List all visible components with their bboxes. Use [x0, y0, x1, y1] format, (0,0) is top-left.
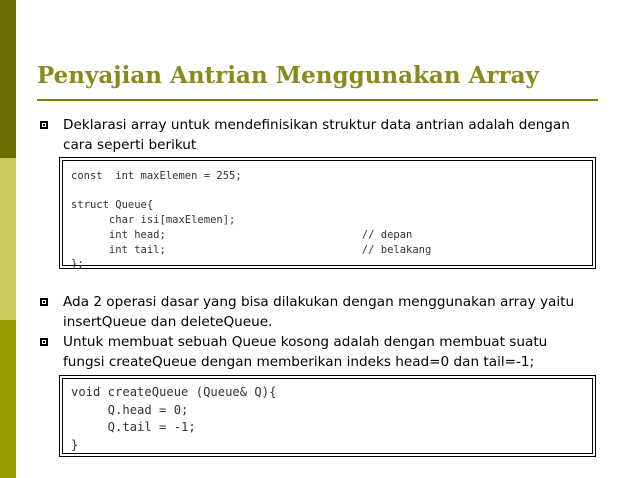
- code-line: int tail; // belakang: [71, 243, 432, 256]
- code-line: struct Queue{: [71, 199, 154, 212]
- square-bullet-icon: [40, 338, 48, 346]
- bullet-text-3: [63, 332, 603, 372]
- text-line: fungsi createQueue dengan memberikan indeks head=0 dan tail=-1;: [63, 354, 535, 370]
- code-line: Q.head = 0;: [71, 402, 189, 417]
- side-bar-light: [0, 158, 16, 320]
- slide-title: Penyajian Antrian Menggunakan Array: [37, 62, 539, 89]
- code-line: void createQueue (Queue& Q){: [71, 385, 277, 399]
- code-line: }: [71, 437, 79, 452]
- text-line: Ada 2 operasi dasar yang bisa dilakukan dengan menggunakan array yaitu: [63, 294, 575, 310]
- text-line: cara seperti berikut: [63, 137, 197, 153]
- text-line: insertQueue dan deleteQueue.: [63, 314, 273, 330]
- code-line: Q.tail = -1;: [71, 420, 196, 435]
- code-line: int head; // depan: [71, 228, 413, 241]
- code-line: [71, 184, 592, 199]
- bullet-text-2: [63, 292, 603, 332]
- code-line: const int maxElemen = 255;: [71, 170, 242, 182]
- square-bullet-icon: [40, 121, 48, 129]
- side-bar-mid: [0, 320, 16, 478]
- text-line: Deklarasi array untuk mendefinisikan struktur data antrian adalah dengan: [63, 117, 570, 133]
- text-line: Untuk membuat sebuah Queue kosong adalah dengan membuat suatu: [63, 334, 548, 350]
- code-line: char isi[maxElemen];: [71, 214, 236, 227]
- code-block-queue-struct: [59, 157, 596, 269]
- code-block-create-queue: [59, 375, 596, 457]
- code-line: };: [71, 258, 84, 271]
- title-underline: [37, 99, 598, 101]
- side-bar-dark: [0, 0, 16, 158]
- square-bullet-icon: [40, 298, 48, 306]
- bullet-text-1: [63, 115, 603, 155]
